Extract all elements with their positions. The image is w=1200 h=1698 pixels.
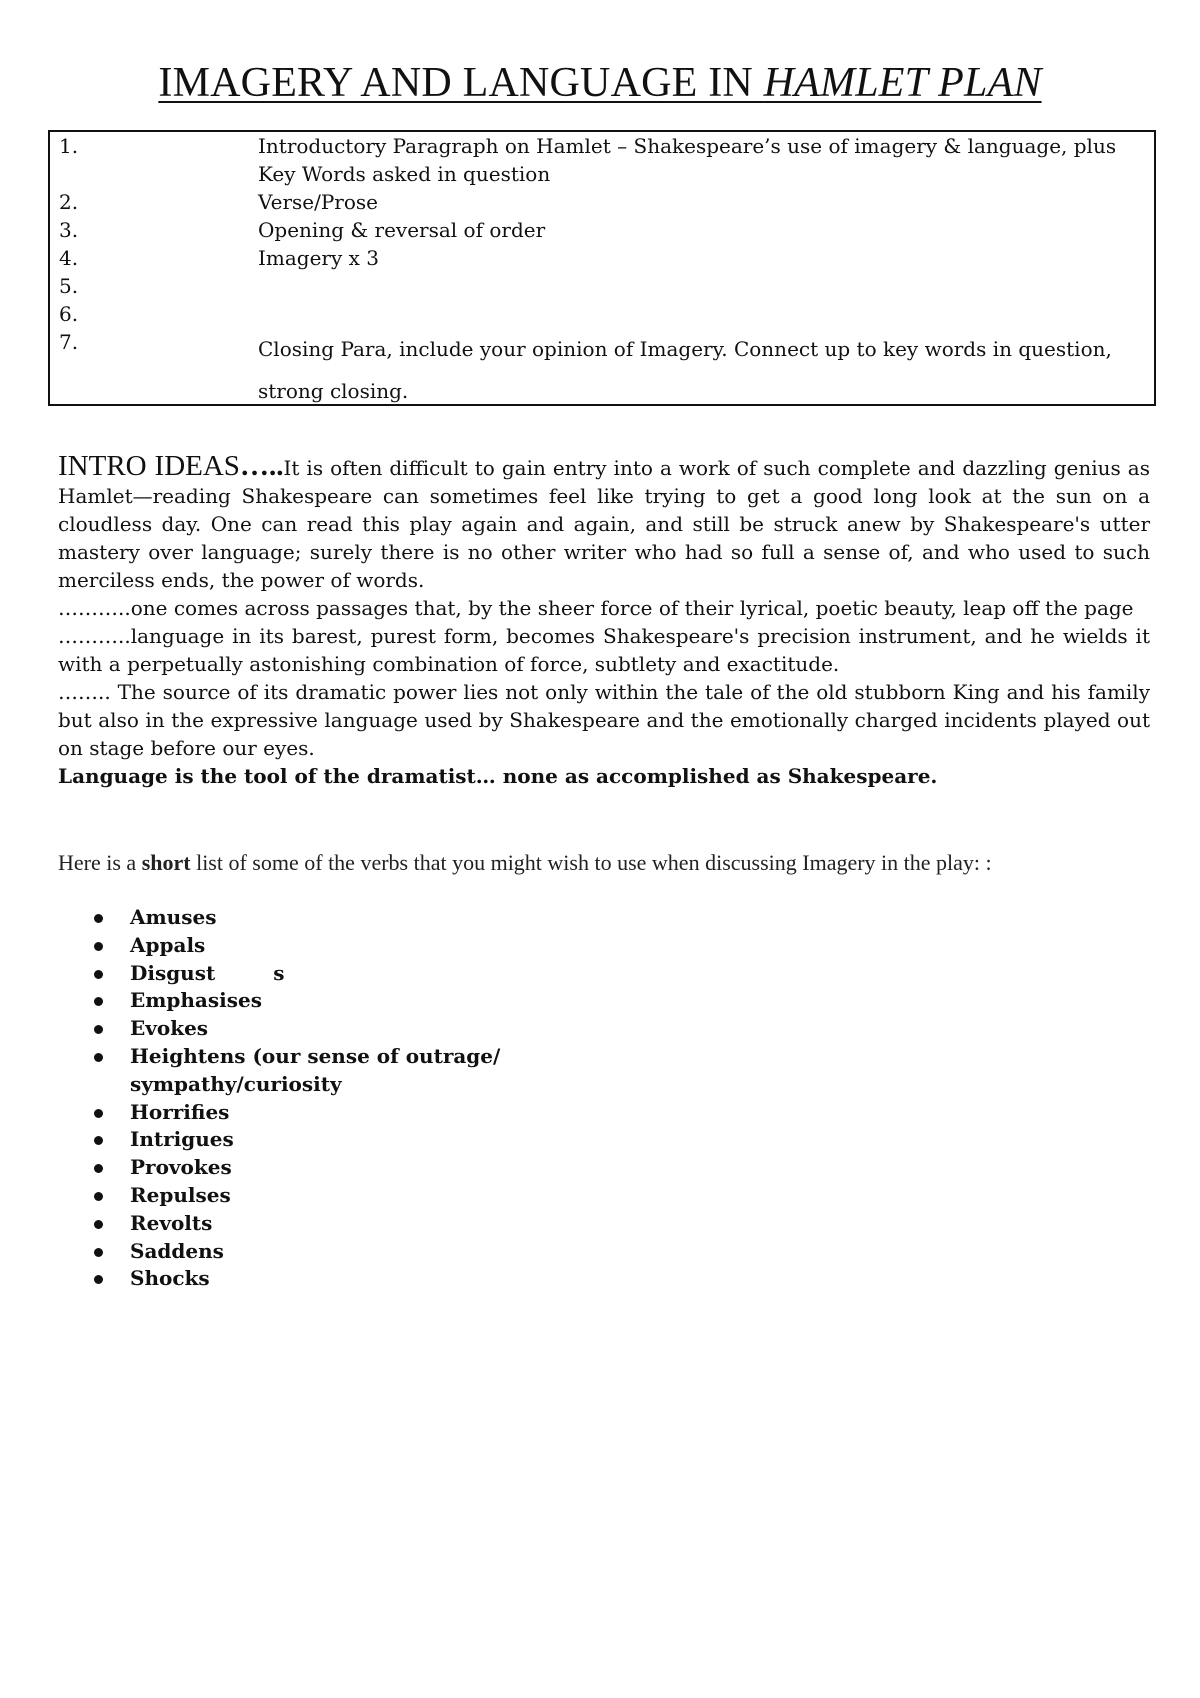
bullet-icon (94, 1136, 103, 1145)
bullet-icon (94, 1248, 103, 1257)
list-item: Revolts (90, 1210, 510, 1238)
bullet-icon (94, 1192, 103, 1201)
bullet-icon (94, 914, 103, 923)
plan-text: Imagery x 3 (258, 246, 380, 270)
list-item: Evokes (90, 1015, 510, 1043)
intro-paragraph: Language is the tool of the dramatist… none as accomplished as Shakespeare. (58, 764, 938, 788)
list-item: Repulses (90, 1182, 510, 1210)
plan-text: Closing Para, include your opinion of Imagery. Connect up to key words in question, strong closing. (258, 337, 1112, 403)
plan-number: 3. (59, 218, 79, 242)
list-item: Saddens (90, 1238, 510, 1266)
bullet-icon (94, 942, 103, 951)
list-item: Provokes (90, 1154, 510, 1182)
plan-text: Introductory Paragraph on Hamlet – Shakespeare’s use of imagery & language, plus Key Words asked in question (258, 134, 1117, 186)
intro-paragraph: ………..language in its barest, purest form, becomes Shakespeare's precision instrument, and he wields it with a perpetually astonishing combination of force, subtlety and exactitude. (58, 624, 1150, 676)
verbs-intro-bold: short (141, 850, 191, 875)
list-item: Appals (90, 932, 510, 960)
list-item: Shocks (90, 1265, 510, 1293)
plan-number: 1. (59, 134, 79, 158)
bullet-icon (94, 1220, 103, 1229)
title-underlined (158, 60, 1041, 106)
intro-paragraph: …….. The source of its dramatic power lies not only within the tale of the old stubborn King and his family but also in the expressive language used by Shakespeare and the emotionally charged incidents played out on stage before our eyes. (58, 680, 1150, 760)
list-item: Horrifies (90, 1099, 510, 1127)
intro-paragraph (58, 452, 1150, 594)
plan-text: Verse/Prose (258, 190, 378, 214)
list-item: Amuses (90, 904, 510, 932)
bullet-icon (94, 1025, 103, 1034)
plan-number: 4. (59, 246, 79, 270)
verbs-list (90, 904, 510, 1293)
plan-number: 5. (59, 274, 79, 298)
list-item: Emphasises (90, 987, 510, 1015)
intro-text: It is often difficult to gain entry into a work of such complete and dazzling genius as Hamlet—reading Shakespeare can sometimes feel like trying to get a good long look at the sun on a cloudless day. One can read this play again and again, and still be struck anew by Shakespeare's utter mastery over language; surely there is no other writer who had so full a sense of, and who used to such merciless ends, the power of words. (58, 456, 1150, 592)
bullet-icon (94, 1053, 103, 1062)
bullet-icon (94, 997, 103, 1006)
list-item: Heightens (our sense of outrage/ sympathy/curiosity (90, 1043, 510, 1099)
plan-text: Opening & reversal of order (258, 218, 546, 242)
intro-paragraph: ………..one comes across passages that, by the sheer force of their lyrical, poetic beauty, leap off the page (58, 596, 1134, 620)
bullet-icon (94, 1275, 103, 1284)
bullet-icon (94, 1109, 103, 1118)
intro-label: INTRO IDEAS….. (58, 450, 284, 482)
page-title (0, 58, 1200, 108)
verbs-intro: Here is a short list of some of the verbs that you might wish to use when discussing Imagery in the play: : (58, 850, 992, 875)
plan-table (48, 130, 1156, 406)
plan-number: 7. (59, 330, 79, 354)
bullet-icon (94, 1164, 103, 1173)
list-item: Intrigues (90, 1126, 510, 1154)
title-italic: HAMLET PLAN (763, 60, 1042, 106)
bullet-icon (94, 970, 103, 979)
list-item: Disgust s (90, 960, 510, 988)
intro-ideas (58, 452, 1150, 790)
plan-number: 2. (59, 190, 79, 214)
plan-number: 6. (59, 302, 79, 326)
title-main: IMAGERY AND LANGUAGE IN (158, 60, 764, 106)
